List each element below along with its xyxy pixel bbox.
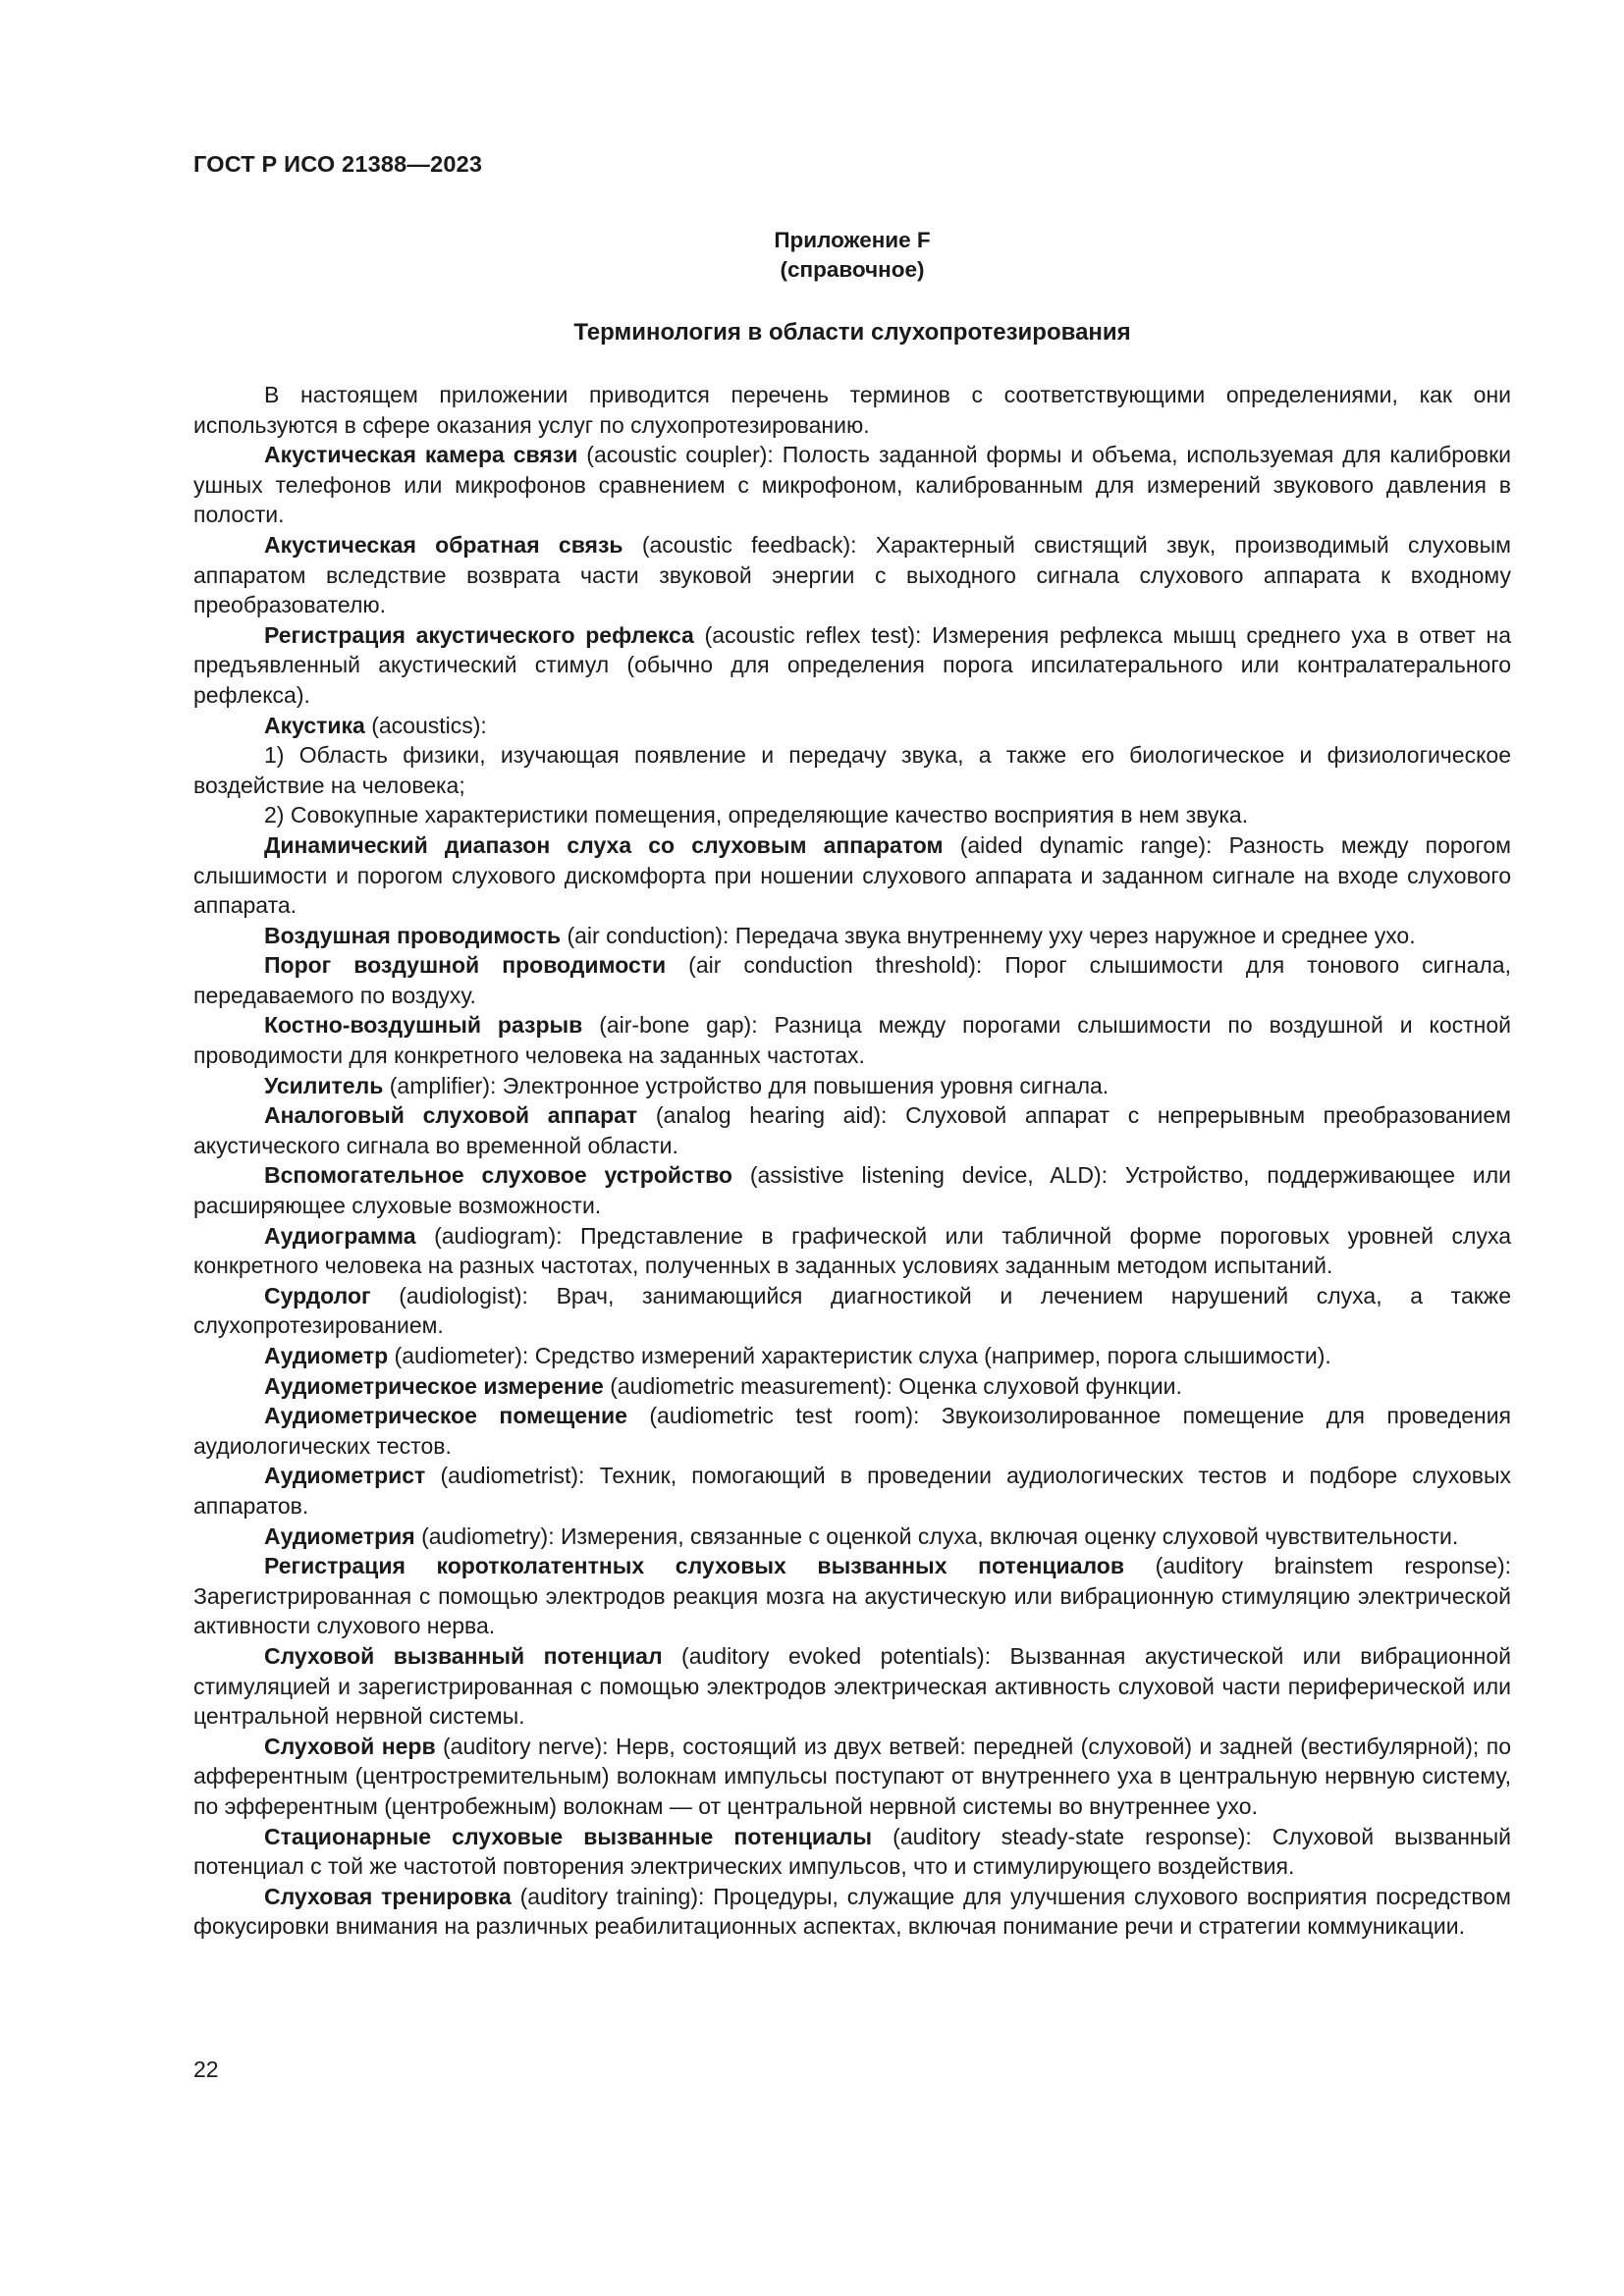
term-name: Аудиометрия <box>264 1522 415 1549</box>
term-entry <box>193 800 1511 830</box>
term-definition: (amplifier): Электронное устройство для повышения уровня сигнала. <box>383 1072 1110 1098</box>
term-name: Вспомогательное слуховое устройство <box>264 1162 732 1189</box>
term-entry <box>193 1882 1511 1942</box>
term-entry <box>193 1010 1511 1070</box>
section-title: Терминология в области слухопротезирования <box>573 319 1131 346</box>
term-name: Воздушная проводимость <box>264 922 562 948</box>
term-entry <box>193 711 1511 741</box>
term-definition: (aided dynamic range): Разность между порогом слышимости и порогом слухового дискомфорта при ношении слухового аппарата и заданном сигнале на входе слухового аппарата. <box>193 831 1511 919</box>
term-definition: (audiometric test room): Звукоизолированное помещение для проведения аудиологических тестов. <box>193 1403 1511 1459</box>
term-definition: (audiometry): Измерения, связанные с оценкой слуха, включая оценку слуховой чувствительности. <box>414 1522 1459 1549</box>
term-entry <box>193 1160 1511 1220</box>
term-definition: (audiometrist): Техник, помогающий в проведении аудиологических тестов и подборе слуховых аппаратов. <box>193 1463 1511 1519</box>
term-definition: (audiometric measurement): Оценка слуховой функции. <box>603 1372 1182 1399</box>
intro-paragraph: В настоящем приложении приводится перечень терминов с соответствующими определениями, как они используются в сфере оказания услуг по слухопротезированию. <box>193 382 1511 438</box>
term-name: Аудиограмма <box>264 1222 416 1249</box>
term-definition: (air conduction): Передача звука внутреннему уху через наружное и среднее ухо. <box>561 922 1416 948</box>
term-definition: (analog hearing aid): Слуховой аппарат с непрерывным преобразованием акустического сигнала во временной области. <box>193 1102 1511 1158</box>
term-definition: (auditory steady-state response): Слуховой вызванный потенциал с той же частотой повторения электрических импульсов, что и стимулирующего воздействия. <box>193 1823 1511 1880</box>
term-entry <box>193 440 1511 530</box>
appendix-title: Приложение F <box>774 228 931 252</box>
term-name: Сурдолог <box>264 1282 371 1308</box>
term-name: Аналоговый слуховой аппарат <box>264 1102 638 1129</box>
term-definition: (acoustic coupler): Полость заданной формы и объема, используемая для калибровки ушных телефонов или микрофонов сравнением с микрофоном, калиброванным для измерений звукового давления в полости. <box>193 442 1511 528</box>
term-name: Акустическая камера связи <box>264 442 578 468</box>
term-entry <box>193 1371 1511 1402</box>
term-entry <box>193 1522 1511 1552</box>
term-name: Порог воздушной проводимости <box>264 952 667 979</box>
page-number: 22 <box>193 2056 219 2082</box>
term-entry <box>193 1551 1511 1641</box>
term-entry <box>193 530 1511 620</box>
term-entry <box>193 830 1511 921</box>
term-entry <box>193 740 1511 800</box>
term-definition: 2) Совокупные характеристики помещения, определяющие качество восприятия в нем звука. <box>264 802 1249 828</box>
term-definition: (air conduction threshold): Порог слышимости для тонового сигнала, передаваемого по воздуху. <box>193 952 1511 1008</box>
term-name: Динамический диапазон слуха со слуховым аппаратом <box>264 831 944 858</box>
term-name: Усилитель <box>264 1072 384 1098</box>
document-code: ГОСТ Р ИСО 21388—2023 <box>193 151 483 177</box>
term-name: Аудиометр <box>264 1343 389 1368</box>
term-definition: (auditory brainstem response): Зарегистрированная с помощью электродов реакция мозга на акустическую или вибрационную стимуляцию электрической активности слухового нерва. <box>193 1553 1512 1639</box>
term-definition: (auditory evoked potentials): Вызванная акустической или вибрационной стимуляцией и зарегистрированная с помощью электродов электрическая активность слуховой части периферической или центральной нервной системы. <box>193 1642 1511 1730</box>
term-definition: (auditory training): Процедуры, служащие для улучшения слухового восприятия посредством фокусировки внимания на различных реабилитационных аспектах, включая понимание речи и стратегии коммуникации. <box>193 1883 1511 1940</box>
term-entry <box>193 1221 1511 1281</box>
term-name: Акустика <box>264 712 365 738</box>
term-definition: (audiometer): Средство измерений характеристик слуха (например, порога слышимости). <box>388 1343 1331 1368</box>
term-entry <box>193 1071 1511 1101</box>
term-definition: (audiogram): Представление в графической или табличной форме пороговых уровней слуха конкретного человека на разных частотах, полученных в заданных условиях заданным методом испытаний. <box>193 1222 1511 1279</box>
term-definition: (air-bone gap): Разница между порогами слышимости по воздушной и костной проводимости для конкретного человека на заданных частотах. <box>193 1012 1512 1069</box>
term-name: Слуховой вызванный потенциал <box>264 1642 663 1669</box>
term-name: Регистрация коротколатентных слуховых вызванных потенциалов <box>264 1553 1124 1579</box>
term-entry <box>193 1641 1511 1732</box>
term-entry <box>193 1401 1511 1461</box>
term-entry <box>193 950 1511 1010</box>
term-name: Стационарные слуховые вызванные потенциалы <box>264 1823 873 1849</box>
term-entry <box>193 921 1511 951</box>
term-definition: (auditory nerve): Нерв, состоящий из двух ветвей: передней (слуховой) и задней (вестибулярной); по афферентным (центростремительным) волокнам импульсы поступают от внутреннего уха в центральную нервную систему, по эфферентным (центробежным) волокнам — от центральной нервной системы во внутреннее ухо. <box>193 1733 1511 1819</box>
term-definition: (acoustic reflex test): Измерения рефлекса мышц среднего уха в ответ на предъявленный акустический стимул (обычно для определения порога ипсилатерального или контралатерального рефлекса). <box>193 621 1511 708</box>
term-entry <box>193 1281 1511 1341</box>
term-entry <box>193 1100 1511 1160</box>
term-entry <box>193 1461 1511 1521</box>
term-definition: (acoustics): <box>364 712 487 738</box>
term-name: Слуховая тренировка <box>264 1883 512 1909</box>
term-name: Слуховой нерв <box>264 1733 436 1759</box>
term-name: Аудиометрическое измерение <box>264 1372 604 1399</box>
term-definition: (acoustic feedback): Характерный свистящий звук, производимый слуховым аппаратом вследствие возврата части звуковой энергии с выходного сигнала слухового аппарата к входному преобразователю. <box>193 531 1511 618</box>
term-entry <box>193 1732 1511 1822</box>
term-definition: (audiologist): Врач, занимающийся диагностикой и лечением нарушений слуха, а также слухопротезированием. <box>193 1282 1511 1339</box>
term-definition: 1) Область физики, изучающая появление и передачу звука, а также его биологическое и физиологическое воздействие на человека; <box>193 742 1511 798</box>
term-definition: (assistive listening device, ALD): Устройство, поддерживающее или расширяющее слуховые возможности. <box>193 1162 1512 1219</box>
term-name: Костно-воздушный разрыв <box>264 1012 583 1039</box>
term-name: Акустическая обратная связь <box>264 531 623 558</box>
term-entry <box>193 620 1511 711</box>
term-entry <box>193 1341 1511 1371</box>
term-entry <box>193 1822 1511 1882</box>
term-list <box>193 440 1511 1942</box>
term-name: Аудиометрическое помещение <box>264 1403 627 1429</box>
term-name: Аудиометрист <box>264 1463 426 1489</box>
appendix-kind: (справочное) <box>780 257 925 282</box>
term-name: Регистрация акустического рефлекса <box>264 621 694 648</box>
terms-body <box>193 380 1511 1942</box>
